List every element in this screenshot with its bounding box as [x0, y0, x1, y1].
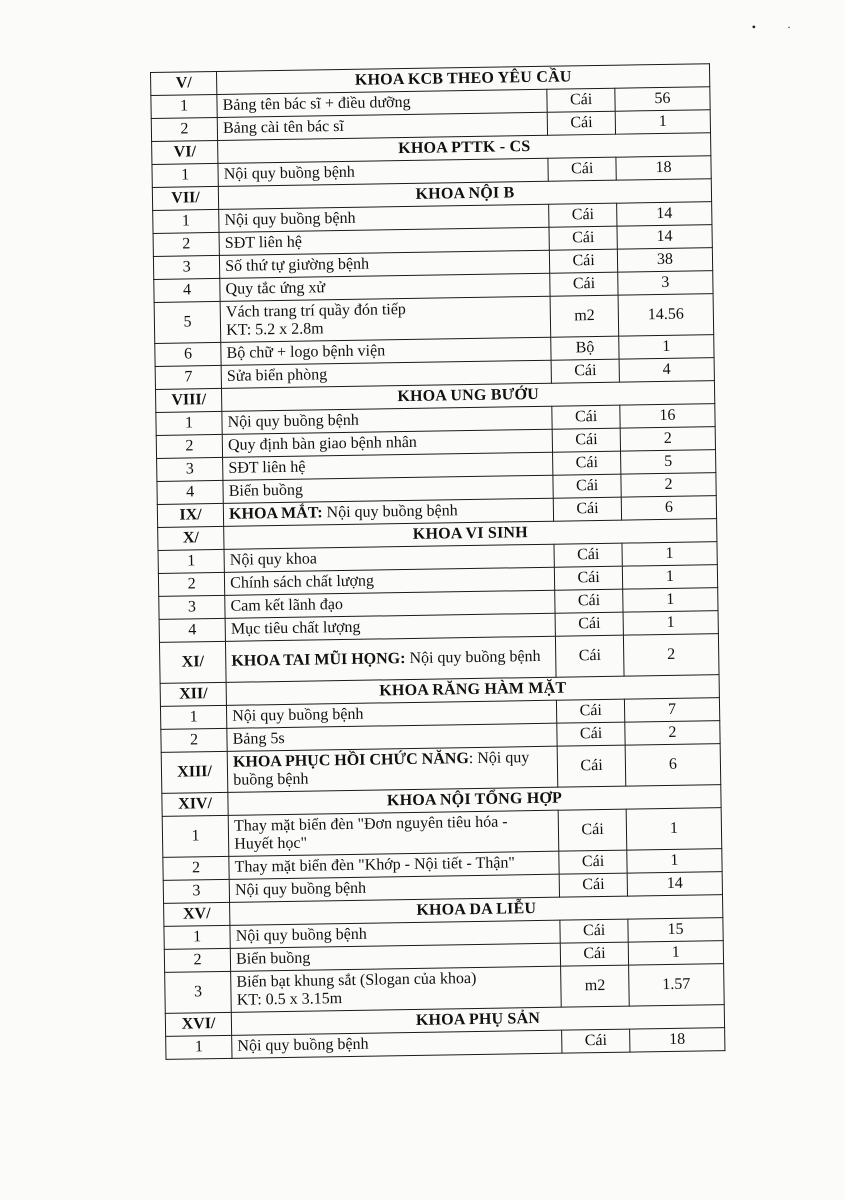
- inline-section-cell: [226, 636, 557, 682]
- item-number: 3: [163, 879, 230, 903]
- inline-section-text: : Nội quy buồng bệnh: [233, 749, 530, 789]
- item-quantity: 1.57: [629, 964, 725, 1006]
- item-quantity: 18: [616, 156, 711, 180]
- item-quantity: 7: [624, 698, 719, 722]
- section-title: KHOA NỘI TỔNG HỢP: [228, 785, 721, 816]
- item-number: 2: [158, 572, 225, 596]
- inline-section-title: KHOA TAI MŨI HỌNG:: [231, 650, 406, 670]
- item-unit: Cái: [558, 809, 626, 851]
- item-unit: m2: [550, 295, 618, 337]
- item-quantity: 3: [618, 271, 713, 295]
- item-number: 1: [160, 705, 227, 729]
- item-name: Mục tiêu chất lượng: [230, 618, 361, 638]
- item-unit: Cái: [561, 942, 629, 966]
- item-unit: Cái: [548, 157, 616, 181]
- item-number: 3: [153, 255, 220, 279]
- item-quantity: 56: [615, 87, 710, 111]
- inline-section-text: Nội quy buồng bệnh: [322, 502, 458, 522]
- item-number: 1: [156, 411, 223, 435]
- item-unit: m2: [561, 965, 629, 1007]
- item-quantity: 2: [621, 473, 716, 497]
- section-number: XVI/: [165, 1012, 232, 1036]
- item-name-cell: [232, 1030, 563, 1058]
- item-unit: Cái: [550, 272, 618, 296]
- item-name: SĐT liên hệ: [228, 458, 306, 477]
- section-number: XV/: [164, 902, 231, 926]
- item-quantity: 6: [621, 496, 716, 520]
- item-number: 1: [158, 549, 225, 573]
- signage-quantity-table: [150, 63, 725, 1060]
- section-title: KHOA NỘI B: [218, 179, 711, 210]
- inline-section-title: KHOA PHỤC HỒI CHỨC NĂNG: [232, 750, 469, 771]
- item-quantity: 1: [622, 565, 717, 589]
- item-unit: Cái: [559, 850, 627, 874]
- item-name-line2: KT: 0.5 x 3.15m: [236, 990, 343, 1009]
- item-name: Nội quy buồng bệnh: [224, 209, 356, 229]
- item-unit: Cái: [555, 612, 623, 636]
- item-unit: Cái: [559, 873, 627, 897]
- item-number: 2: [161, 728, 228, 752]
- item-unit: Cái: [560, 919, 628, 943]
- scan-specks: • ·: [751, 20, 805, 34]
- item-name: Biển buồng: [235, 949, 311, 968]
- item-quantity: 15: [628, 918, 723, 942]
- item-unit: Cái: [555, 566, 623, 590]
- table-body: [151, 64, 725, 1060]
- item-name: Nội quy buồng bệnh: [227, 411, 359, 431]
- item-name: Nội quy buồng bệnh: [237, 1035, 369, 1055]
- item-number: 3: [165, 971, 232, 1013]
- item-unit: Cái: [548, 111, 616, 135]
- item-quantity: 14: [617, 225, 712, 249]
- item-number: 2: [151, 117, 218, 141]
- item-unit: Bộ: [551, 336, 619, 360]
- item-name: Bộ chữ + logo bệnh viện: [226, 342, 386, 362]
- item-quantity: 38: [617, 248, 712, 272]
- item-quantity: 1: [626, 808, 722, 850]
- item-quantity: 18: [630, 1028, 725, 1052]
- item-name: Thay mặt biển đèn "Khớp - Nội tiết - Thận": [234, 854, 516, 876]
- section-number: VIII/: [155, 388, 222, 412]
- item-unit: Cái: [552, 405, 620, 429]
- item-name: Bảng 5s: [232, 729, 285, 748]
- section-title: KHOA KCB THEO YÊU CẦU: [217, 64, 710, 95]
- item-unit: Cái: [557, 745, 625, 787]
- section-title: KHOA PTTK - CS: [218, 133, 711, 164]
- item-name: Nội quy buồng bệnh: [232, 705, 364, 725]
- section-number: XIV/: [162, 792, 229, 816]
- item-name: Cam kết lãnh đạo: [230, 596, 344, 615]
- item-unit: Cái: [555, 589, 623, 613]
- section-number: V/: [151, 71, 218, 95]
- item-quantity: 2: [620, 427, 715, 451]
- section-title: KHOA UNG BƯỚU: [222, 381, 715, 412]
- item-number: 2: [163, 856, 230, 880]
- item-unit: Cái: [557, 722, 625, 746]
- item-name: SĐT liên hệ: [224, 233, 303, 252]
- section-number: XII/: [160, 682, 227, 706]
- item-name: Thay mặt biển đèn "Đơn nguyên tiêu hóa -: [233, 813, 508, 835]
- section-title: KHOA RĂNG HÀM MẶT: [226, 675, 719, 706]
- section-number: XI/: [159, 641, 226, 683]
- section-number: X/: [158, 526, 225, 550]
- item-name-line2: KT: 5.2 x 2.8m: [226, 320, 324, 339]
- item-unit: Cái: [553, 428, 621, 452]
- item-number: 6: [155, 342, 222, 366]
- item-unit: Cái: [557, 699, 625, 723]
- item-number: 3: [159, 595, 226, 619]
- item-unit: Cái: [549, 226, 617, 250]
- item-unit: Cái: [554, 497, 622, 521]
- item-name-cell: [231, 966, 562, 1012]
- item-quantity: 1: [627, 849, 722, 873]
- item-name: Bảng tên bác sĩ + điều dưỡng: [222, 93, 411, 114]
- item-name-line2: Huyết học": [234, 834, 308, 853]
- section-title: KHOA PHỤ SẢN: [231, 1005, 724, 1036]
- item-name: Quy tắc ứng xử: [225, 279, 326, 298]
- item-name: Số thứ tự giường bệnh: [225, 255, 370, 275]
- item-quantity: 1: [623, 611, 718, 635]
- item-number: 7: [155, 365, 222, 389]
- item-unit: Cái: [550, 249, 618, 273]
- item-quantity: 6: [625, 744, 721, 786]
- item-name-cell: [220, 296, 551, 342]
- item-name: Biển buồng: [228, 481, 304, 500]
- section-number: VI/: [152, 140, 219, 164]
- item-number: 3: [157, 457, 224, 481]
- item-number: 2: [156, 434, 223, 458]
- item-name: Nội quy buồng bệnh: [234, 879, 367, 899]
- item-name: Biển bạt khung sắt (Slogan của khoa): [236, 969, 477, 991]
- item-number: 1: [153, 209, 220, 233]
- item-number: 1: [162, 815, 229, 857]
- item-number: 4: [154, 278, 221, 302]
- item-quantity: 4: [619, 358, 714, 382]
- inline-section-cell: [227, 746, 558, 792]
- item-number: 4: [159, 618, 226, 642]
- item-quantity: 16: [620, 404, 715, 428]
- section-number: VII/: [152, 186, 219, 210]
- item-number: 1: [152, 163, 219, 187]
- item-unit: Cái: [553, 474, 621, 498]
- inline-section-text: Nội quy buồng bệnh: [405, 647, 541, 668]
- item-name: Nội quy buồng bệnh: [223, 163, 355, 183]
- item-unit: Cái: [562, 1029, 630, 1053]
- item-name: Vách trang trí quầy đón tiếp: [225, 301, 407, 321]
- item-number: 2: [164, 948, 231, 972]
- item-quantity: 14.56: [618, 294, 714, 336]
- item-unit: Cái: [553, 451, 621, 475]
- item-quantity: 5: [620, 450, 715, 474]
- item-quantity: 14: [627, 872, 722, 896]
- item-number: 1: [151, 94, 218, 118]
- section-title: KHOA DA LIỄU: [230, 895, 723, 926]
- item-name: Bảng cài tên bác sĩ: [222, 117, 345, 137]
- item-quantity: 1: [615, 110, 710, 134]
- item-quantity: 2: [623, 634, 719, 676]
- section-number: IX/: [157, 503, 224, 527]
- inline-section-title: KHOA MẮT:: [228, 504, 323, 523]
- section-number: XIII/: [161, 751, 228, 793]
- item-name: Quy định bàn giao bệnh nhân: [227, 433, 417, 454]
- item-name: Nội quy khoa: [229, 550, 318, 569]
- section-title: KHOA VI SINH: [224, 519, 717, 550]
- item-unit: Cái: [547, 88, 615, 112]
- item-number: 1: [164, 925, 231, 949]
- item-quantity: 2: [625, 721, 720, 745]
- item-unit: Cái: [551, 359, 619, 383]
- item-quantity: 1: [623, 588, 718, 612]
- item-quantity: 1: [628, 941, 723, 965]
- item-number: 1: [166, 1035, 233, 1059]
- item-quantity: 1: [619, 335, 714, 359]
- item-name: Chính sách chất lượng: [230, 572, 375, 592]
- item-unit: Cái: [554, 543, 622, 567]
- item-quantity: 14: [617, 202, 712, 226]
- item-name-cell: [228, 810, 559, 856]
- item-number: 5: [154, 301, 221, 343]
- item-number: 2: [153, 232, 220, 256]
- item-name: Nội quy buồng bệnh: [235, 925, 367, 945]
- item-unit: Cái: [556, 635, 624, 677]
- item-unit: Cái: [549, 203, 617, 227]
- item-name: Sửa biển phòng: [226, 366, 328, 385]
- item-number: 4: [157, 480, 224, 504]
- item-quantity: 1: [622, 542, 717, 566]
